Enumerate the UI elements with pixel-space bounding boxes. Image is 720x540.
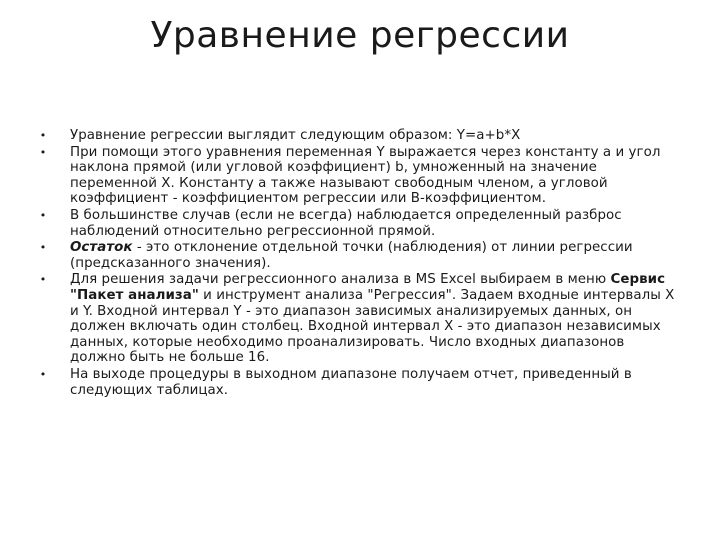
bullet-dot-icon: • (39, 208, 47, 222)
bullet-text: В большинстве случав (если не всегда) наблюдается определенный разброс наблюдений относительно регрессионной прямой. (70, 207, 622, 239)
bullet-list (36, 128, 676, 398)
bullet-text: При помощи этого уравнения переменная Y выражается через константу a и угол наклона прямой (или угловой коэффициент) b, умноженный на значение переменной X. Константу a также называют свободным членом, а угловой коэффициент - коэффициентом регрессии или B-коэффициентом. (70, 144, 661, 207)
bullet-text: На выходе процедуры в выходном диапазоне получаем отчет, приведенный в следующих таблицах. (70, 366, 632, 398)
menu-label: Сервис "Пакет анализа" (70, 272, 666, 303)
bullet-item-excel (36, 272, 676, 366)
bullet-text: Уравнение регрессии выглядит следующим образом: Y=a+b*X (70, 128, 521, 143)
bullet-item-equation (36, 128, 676, 144)
bullet-dot-icon: • (39, 241, 47, 255)
bullet-item-constant (36, 145, 676, 207)
bullet-item-scatter (36, 208, 676, 239)
bullet-item-residual (36, 240, 676, 271)
bullet-dot-icon: • (39, 273, 47, 287)
bullet-dot-icon: • (39, 129, 47, 142)
residual-term: Остаток (70, 240, 133, 256)
slide-title: Уравнение регрессии (150, 15, 570, 56)
bullet-text-after: и инструмент анализа "Регрессия". Задаем входные интервалы X и Y. Входной интервал Y - это диапазон зависимых анализируемых данных, он должен включать один столбец. Входной интервал X - это диапазон независимых данных, которые необходимо проанализировать. Число входных диапазонов должно быть не больше 16. (70, 287, 675, 366)
slide-content (36, 128, 676, 399)
bullet-dot-icon: • (39, 145, 47, 159)
bullet-dot-icon: • (39, 367, 47, 381)
bullet-text-before: Для решения задачи регрессионного анализа в MS Excel выбираем в меню (70, 272, 611, 288)
bullet-text: - это отклонение отдельной точки (наблюдения) от линии регрессии (предсказанного значения). (70, 240, 633, 271)
bullet-item-output (36, 367, 676, 398)
